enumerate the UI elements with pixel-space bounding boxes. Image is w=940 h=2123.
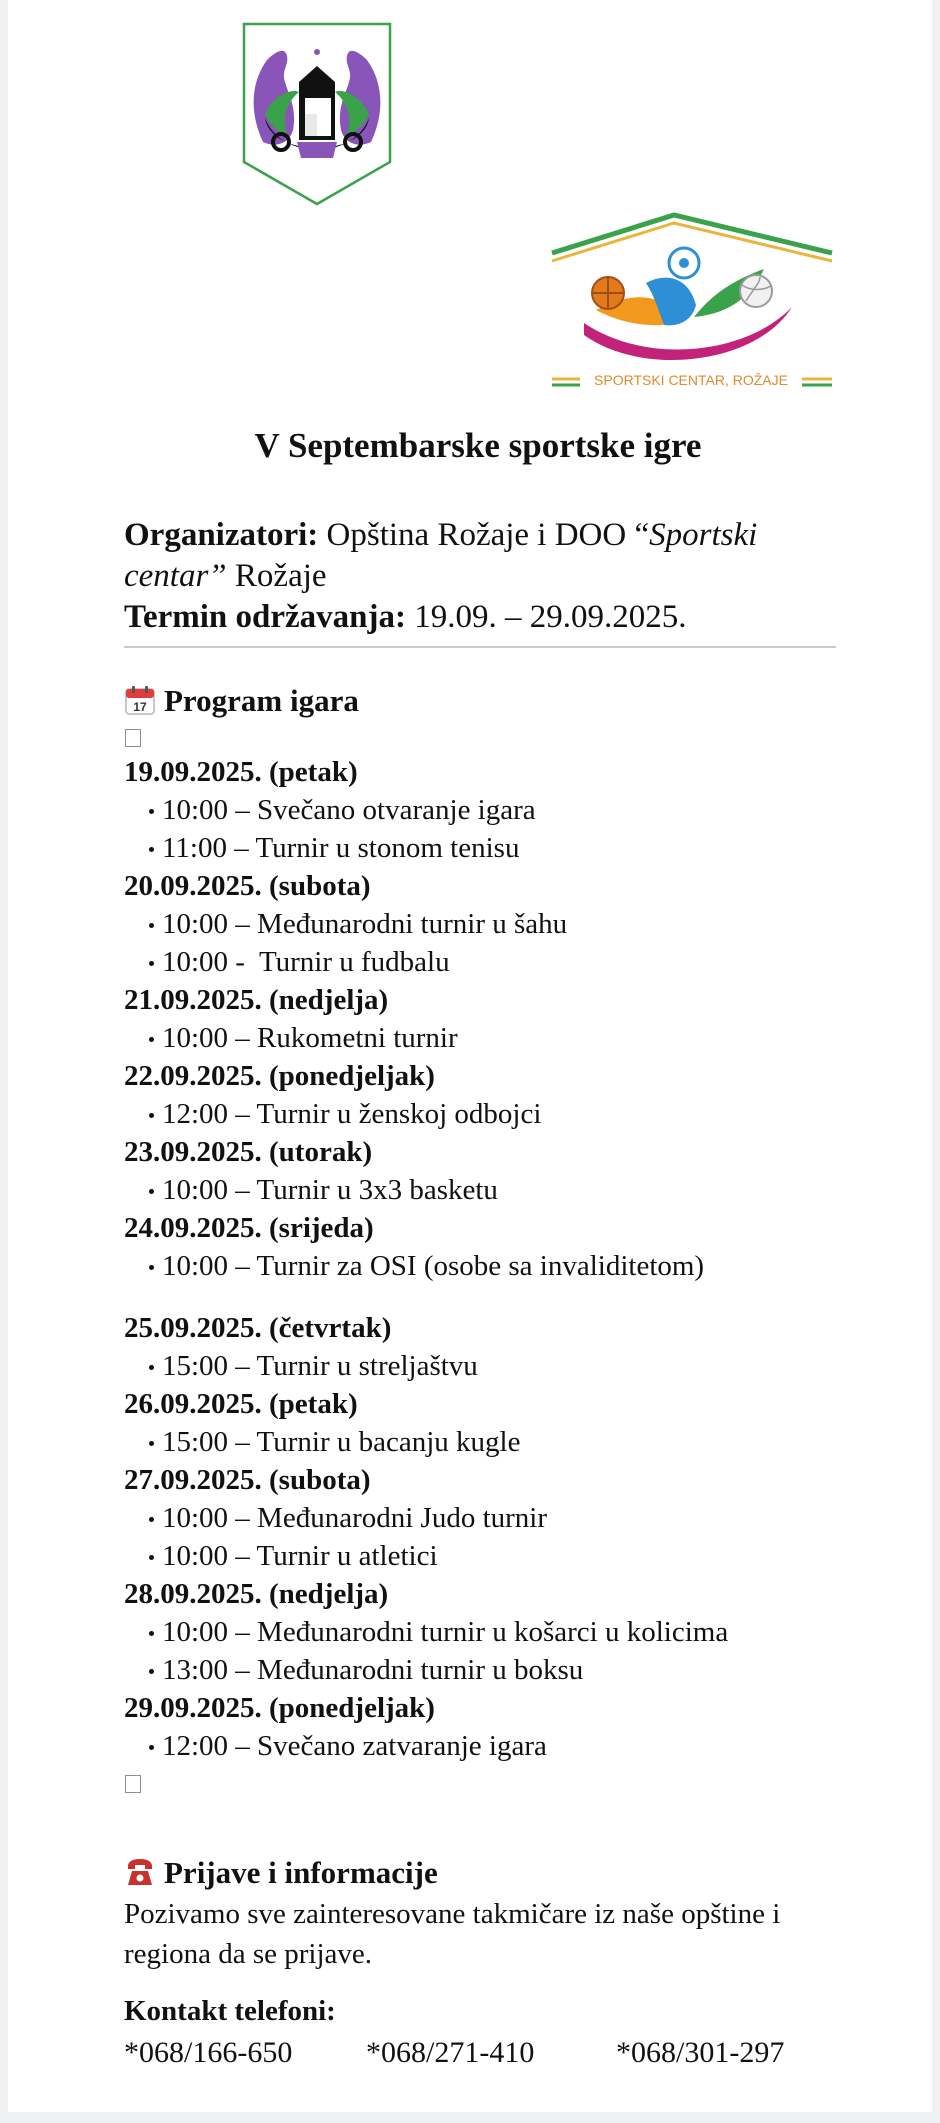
schedule-item-text: 12:00 – Turnir u ženskoj odbojci (162, 1098, 542, 1130)
schedule-item-text: 13:00 – Međunarodni turnir u boksu (162, 1654, 584, 1686)
schedule-item-text: 10:00 – Svečano otvaranje igara (162, 794, 536, 826)
document-page (8, 0, 932, 2112)
schedule-day: 19.09.2025. (petak) (124, 756, 358, 788)
phone-number: *068/301-297 (616, 2036, 785, 2069)
page-title: V Septembarske sportske igre (254, 426, 702, 465)
schedule-day: 22.09.2025. (ponedjeljak) (124, 1060, 435, 1092)
schedule-item-text: 11:00 – Turnir u stonom tenisu (162, 832, 520, 864)
schedule-item-text: 15:00 – Turnir u streljaštvu (162, 1350, 478, 1382)
missing-glyph-icon (125, 729, 141, 747)
bullet-icon (149, 1365, 154, 1370)
schedule-day: 23.09.2025. (utorak) (124, 1136, 373, 1168)
program-schedule (124, 753, 864, 1765)
program-heading (124, 679, 359, 723)
schedule-item-text: 10:00 – Turnir u 3x3 basketu (162, 1174, 498, 1206)
schedule-item-text: 10:00 – Međunarodni Judo turnir (162, 1502, 548, 1534)
bullet-icon (149, 809, 154, 814)
schedule-day: 24.09.2025. (srijeda) (124, 1212, 374, 1244)
prijave-heading-label: Prijave i informacije (164, 1855, 438, 1890)
schedule-item (124, 791, 864, 829)
schedule-day: 28.09.2025. (nedjelja) (124, 1578, 389, 1610)
schedule-item (124, 1019, 864, 1057)
bullet-icon (149, 1189, 154, 1194)
calendar-icon (124, 684, 156, 716)
schedule-item (124, 1651, 864, 1689)
bullet-icon (149, 1517, 154, 1522)
event-info (124, 515, 844, 638)
organizers-label: Organizatori: (124, 517, 319, 553)
bullet-icon (149, 961, 154, 966)
schedule-day: 26.09.2025. (petak) (124, 1388, 358, 1420)
schedule-item (124, 1171, 864, 1209)
bullet-icon (149, 1555, 154, 1560)
schedule-item (124, 1423, 864, 1461)
schedule-item-text: 12:00 – Svečano zatvaranje igara (162, 1730, 547, 1762)
schedule-item-text: 10:00 – Rukometni turnir (162, 1022, 458, 1054)
bullet-icon (149, 923, 154, 928)
bullet-icon (149, 1037, 154, 1042)
divider (124, 646, 836, 648)
phone-number: *068/166-650 (124, 2036, 293, 2069)
organizers-line (124, 515, 844, 597)
bullet-icon (149, 1631, 154, 1636)
missing-glyph-icon (125, 1775, 141, 1793)
schedule-item-text: 10:00 – Međunarodni turnir u košarci u kolicima (162, 1616, 729, 1648)
schedule-item (124, 829, 864, 867)
schedule-item-text: 15:00 – Turnir u bacanju kugle (162, 1426, 521, 1458)
sportski-centar-logo-icon (546, 205, 836, 395)
schedule-day: 20.09.2025. (subota) (124, 870, 371, 902)
schedule-item (124, 1347, 864, 1385)
schedule-item (124, 1247, 864, 1285)
schedule-item (124, 1727, 864, 1765)
term-value: 19.09. – 29.09.2025. (406, 599, 687, 635)
phone-numbers (124, 2033, 864, 2073)
schedule-item-text: 10:00 - Turnir u fudbalu (162, 946, 450, 978)
rozaje-coat-of-arms-icon (241, 22, 393, 206)
schedule-day: 29.09.2025. (ponedjeljak) (124, 1692, 435, 1724)
bullet-icon (149, 847, 154, 852)
organizers-suffix: Rožaje (226, 558, 327, 594)
schedule-item (124, 1095, 864, 1133)
organizers-italic: Sportski centar” (124, 517, 758, 594)
spacer (124, 1285, 864, 1309)
bullet-icon (149, 1265, 154, 1270)
term-label: Termin održavanja: (124, 599, 407, 635)
bullet-icon (149, 1669, 154, 1674)
svg-text:SPORTSKI CENTAR, ROŽAJE: SPORTSKI CENTAR, ROŽAJE (594, 372, 788, 388)
bullet-icon (149, 1113, 154, 1118)
schedule-item-text: 10:00 – Međunarodni turnir u šahu (162, 908, 568, 940)
prijave-heading (124, 1851, 438, 1895)
phone-number: *068/271-410 (366, 2036, 535, 2069)
prijave-text: Pozivamo sve zainteresovane takmičare iz naše opštine i regiona da se prijave. (124, 1898, 781, 1970)
phone-icon (124, 1856, 156, 1888)
svg-text:17: 17 (133, 700, 147, 714)
schedule-item (124, 1613, 864, 1651)
kontakt-heading: Kontakt telefoni: (124, 1995, 336, 2027)
schedule-item-text: 10:00 – Turnir u atletici (162, 1540, 438, 1572)
schedule-item-text: 10:00 – Turnir za OSI (osobe sa invaliditetom) (162, 1250, 705, 1282)
schedule-item (124, 1499, 864, 1537)
schedule-item (124, 1537, 864, 1575)
schedule-day: 25.09.2025. (četvrtak) (124, 1312, 392, 1344)
schedule-day: 27.09.2025. (subota) (124, 1464, 371, 1496)
schedule-item (124, 905, 864, 943)
schedule-day: 21.09.2025. (nedjelja) (124, 984, 389, 1016)
bullet-icon (149, 1441, 154, 1446)
organizers-text: Opština Rožaje i DOO “ (318, 517, 650, 553)
bullet-icon (149, 1745, 154, 1750)
schedule-item (124, 943, 864, 981)
program-heading-label: Program igara (164, 683, 359, 718)
term-line (124, 597, 844, 638)
